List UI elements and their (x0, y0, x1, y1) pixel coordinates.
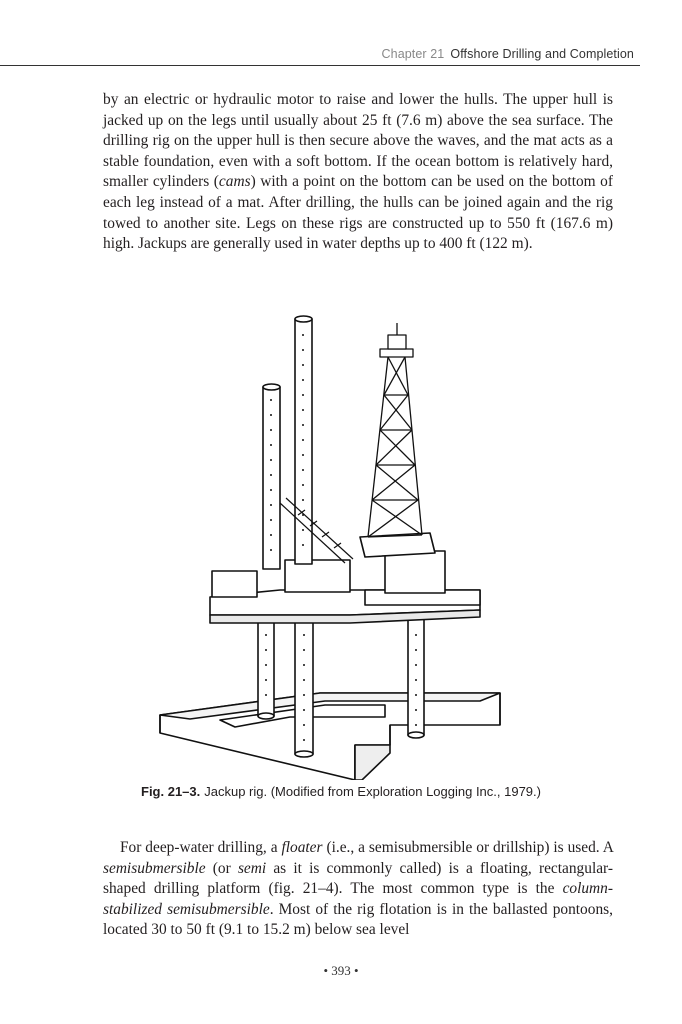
p2-text-b: (i.e., a semisubmersible or drillship) is used. A (322, 839, 614, 856)
jackup-rig-figure (150, 305, 530, 780)
mat-foundation (160, 693, 500, 780)
running-head (382, 47, 634, 61)
p2-text-c: (or (205, 859, 238, 877)
p2-term-semisubmersible: semisubmersible (103, 859, 206, 877)
body-paragraph-1 (103, 90, 613, 255)
jackup-rig-illustration (150, 305, 530, 780)
derrick (368, 323, 422, 537)
p1-text-b: ) with a point on the bottom can be used on the bottom of each leg instead of a mat. After drilling, the hulls can be joined again and the rig towed to another site. Legs on these rigs are constructed up to 550 ft (167.6 m) high. Jackups are generally used in water depths up to 400 ft (122 m). (103, 173, 613, 253)
figure-label: Fig. 21–3. (141, 784, 201, 799)
p2-text-e: . Most of the rig flotation is in the ballasted pontoons, located 30 to 50 ft (9.1 to 15.2 m) below sea level (103, 900, 613, 939)
upper-hull (210, 533, 480, 623)
header-rule (0, 65, 640, 66)
p1-text-a: by an electric or hydraulic motor to raise and lower the hulls. The upper hull is jacked up on the legs until usually about 25 ft (7.6 m) above the sea surface. The drilling rig on the upper hull is then secure above the waves, and the mat acts as a stable foundation, even with a soft bottom. If the ocean bottom is relatively hard, smaller cylinders ( (103, 91, 613, 191)
p2-term-column-stabilized: column-stabilized semisubmersible (103, 880, 613, 918)
p2-text-d: as it is commonly called) is a floating, rectangular-shaped drilling platform (fig. 21–4). The most common type is the (103, 859, 613, 898)
body-paragraph-2 (103, 838, 613, 941)
p2-term-semi: semi (237, 859, 267, 877)
crane-boom (280, 498, 353, 563)
p2-text-a: For deep-water drilling, a (120, 839, 282, 856)
legs-upper (263, 316, 312, 569)
figure-caption-text: Jackup rig. (Modified from Exploration Logging Inc., 1979.) (204, 784, 541, 799)
chapter-title: Offshore Drilling and Completion (450, 47, 634, 61)
figure-caption (0, 784, 682, 799)
p1-term-cams: cams (218, 173, 251, 191)
page-number: • 393 • (323, 963, 359, 978)
p2-term-floater: floater (281, 839, 323, 856)
chapter-number: Chapter 21 (381, 47, 445, 61)
